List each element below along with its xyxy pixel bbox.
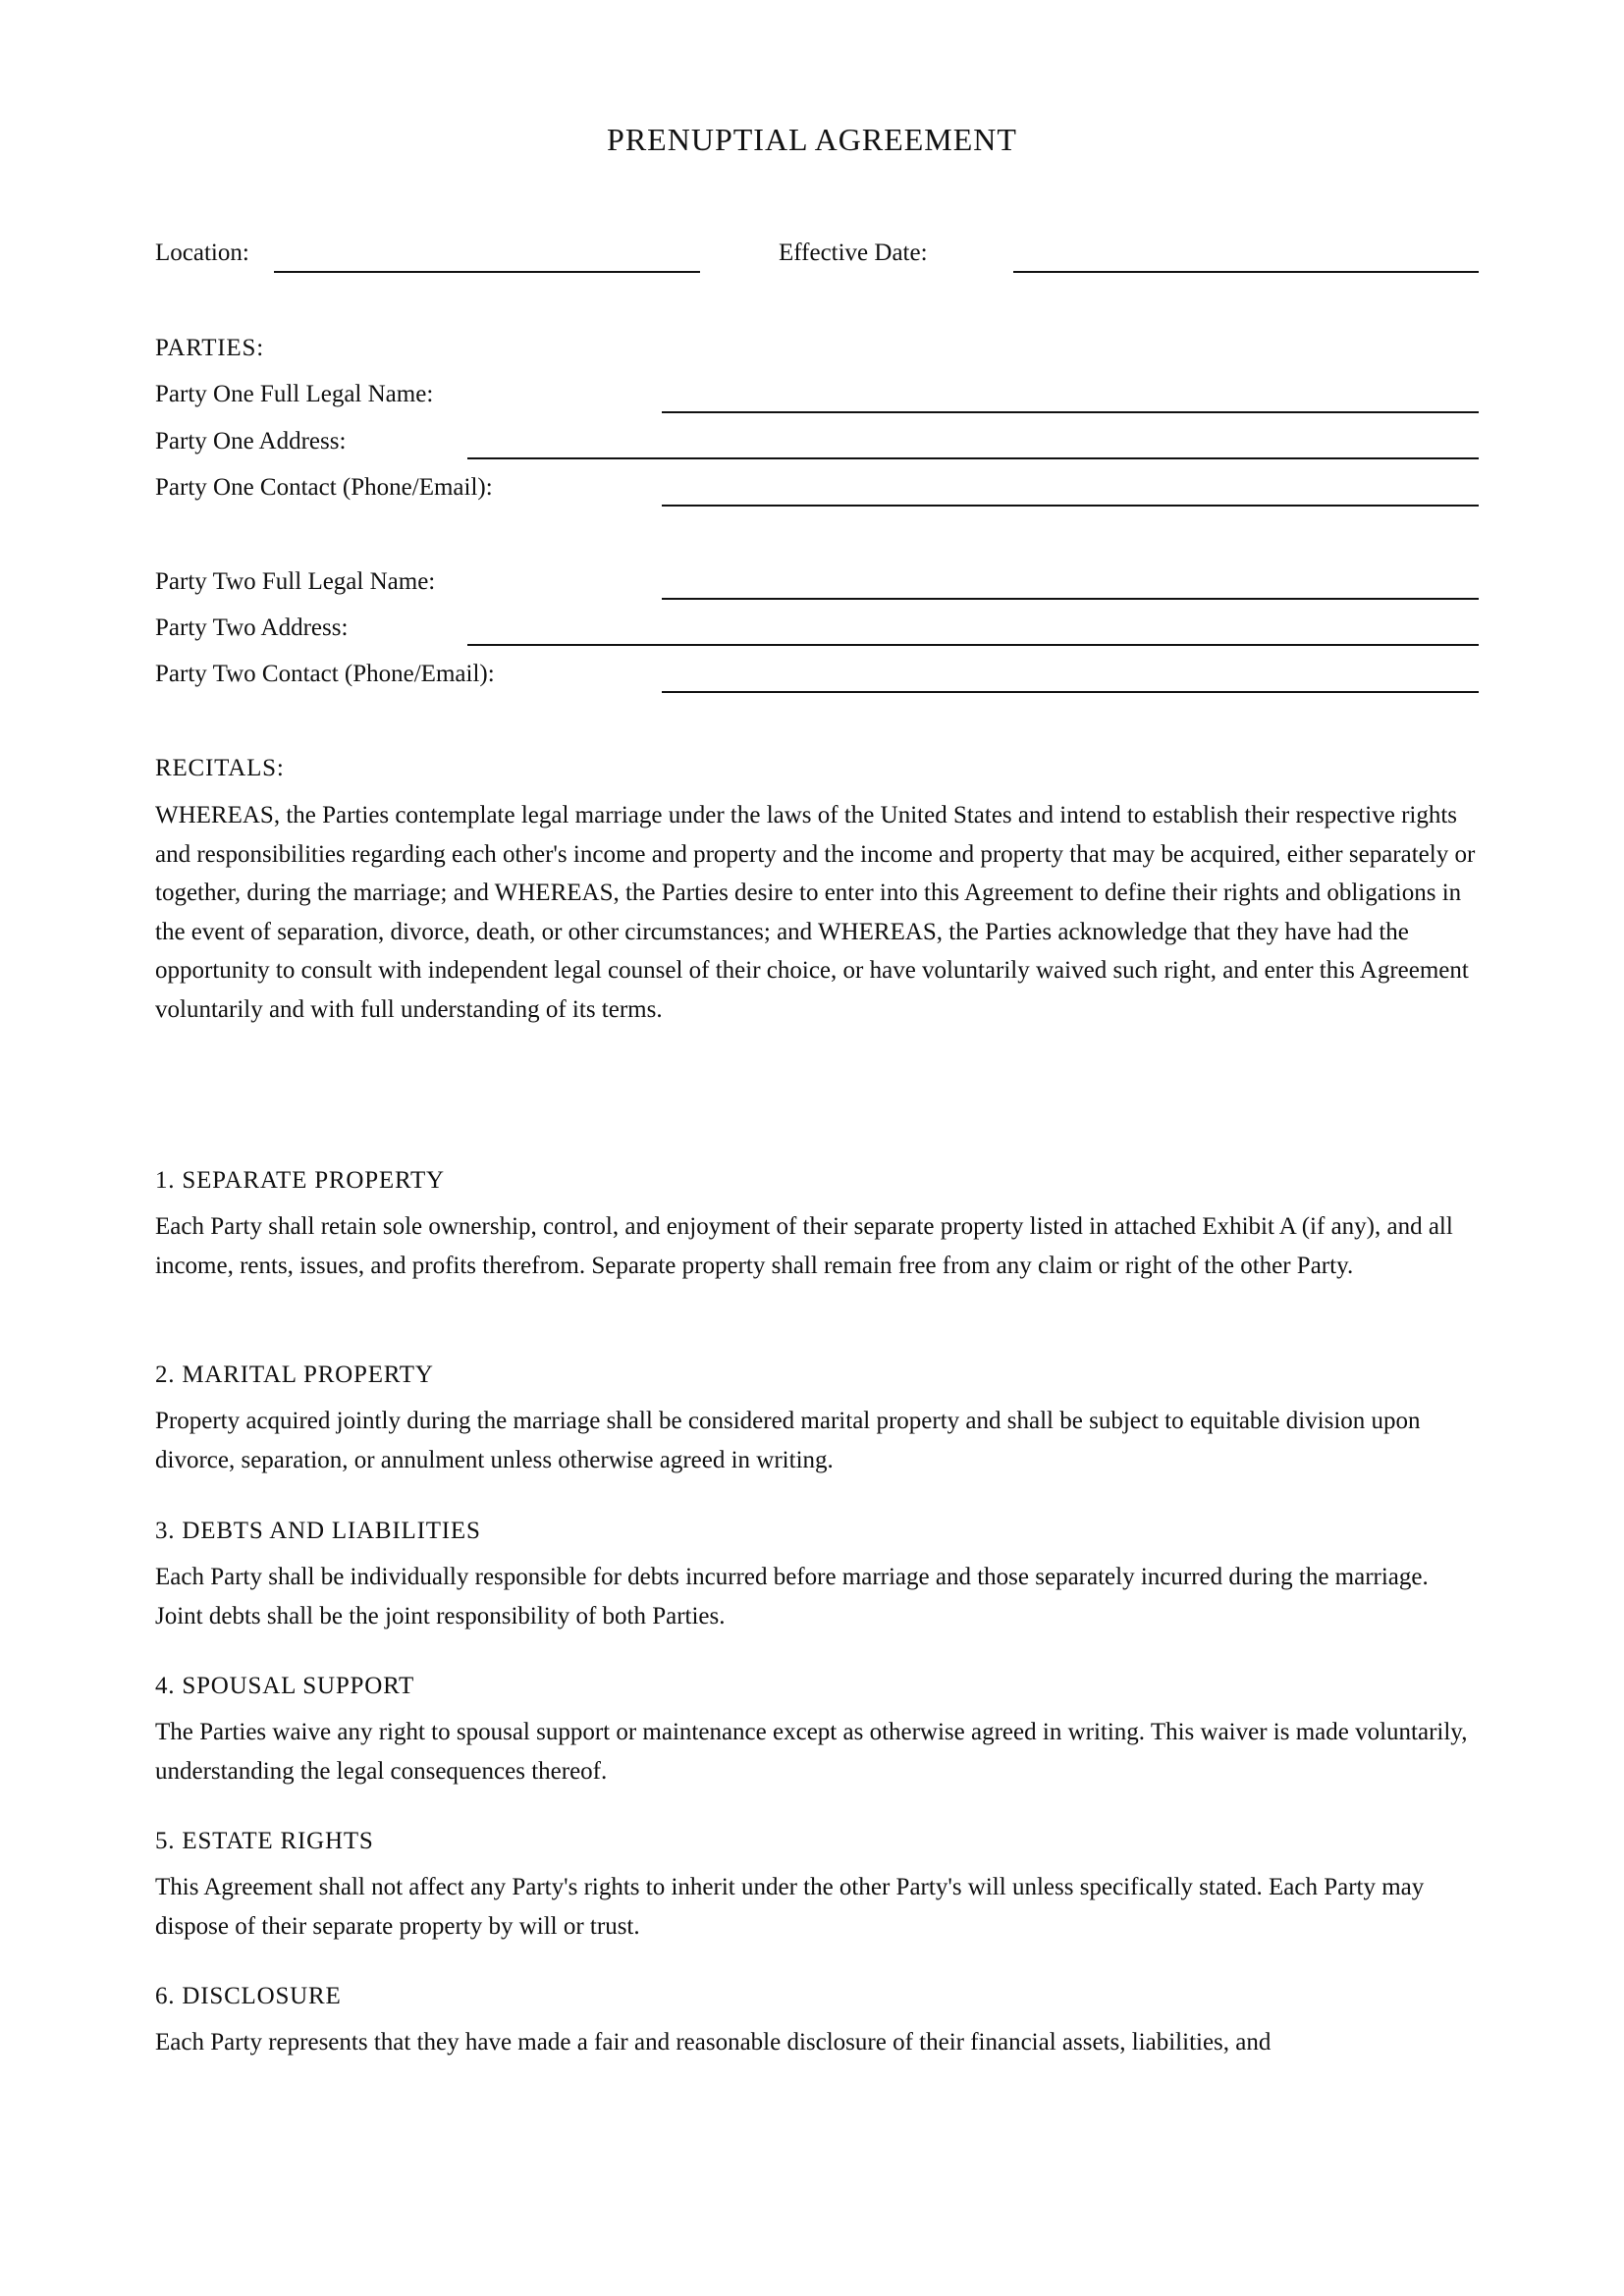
section-text-spousal-support: The Parties waive any right to spousal support or maintenance except as otherwise agreed in writing. This waiver is made voluntarily, understanding the legal consequences thereof. bbox=[155, 1719, 1468, 1785]
document-title: PRENUPTIAL AGREEMENT bbox=[607, 122, 1017, 157]
effective-date-label: Effective Date: bbox=[779, 240, 928, 266]
section-text-estate-rights: This Agreement shall not affect any Party's rights to inherit under the other Party's will unless specifically stated. Each Party may dispose of their separate property by will or trust. bbox=[155, 1874, 1425, 1940]
party-two-address-label: Party Two Address: bbox=[155, 614, 349, 641]
section-heading-estate-rights: 5. ESTATE RIGHTS bbox=[155, 1828, 374, 1854]
recitals-heading: RECITALS: bbox=[155, 755, 285, 781]
party-two-name-field[interactable] bbox=[662, 598, 1479, 600]
section-heading-debts: 3. DEBTS AND LIABILITIES bbox=[155, 1518, 481, 1544]
party-one-name-field[interactable] bbox=[662, 411, 1479, 413]
section-text-marital-property: Property acquired jointly during the marriage shall be considered marital property and shall be subject to equitable division upon divorce, separation, or annulment unless otherwise agreed in writing. bbox=[155, 1408, 1421, 1473]
section-heading-spousal-support: 4. SPOUSAL SUPPORT bbox=[155, 1673, 415, 1699]
section-heading-marital-property: 2. MARITAL PROPERTY bbox=[155, 1362, 434, 1388]
party-two-address-field[interactable] bbox=[467, 644, 1479, 646]
location-field[interactable] bbox=[274, 271, 700, 273]
section-heading-disclosure: 6. DISCLOSURE bbox=[155, 1983, 342, 2009]
party-one-contact-field[interactable] bbox=[662, 505, 1479, 507]
recitals-text: WHEREAS, the Parties contemplate legal marriage under the laws of the United States and intend to establish their respective rights and responsibilities regarding each other's income and property and the income and property that may be acquired, either separately or together, during the marriage; and WHEREAS, the Parties desire to enter into this Agreement to define their rights and obligations in the event of separation, divorce, death, or other circumstances; and WHEREAS, the Parties acknowledge that they have had the opportunity to consult with independent legal counsel of their choice, or have voluntarily waived such right, and enter this Agreement voluntarily and with full understanding of its terms. bbox=[155, 802, 1476, 1023]
party-one-name-label: Party One Full Legal Name: bbox=[155, 381, 434, 407]
section-text-disclosure: Each Party represents that they have made a fair and reasonable disclosure of their financial assets, liabilities, and bbox=[155, 2029, 1272, 2056]
party-one-address-field[interactable] bbox=[467, 457, 1479, 459]
party-one-contact-label: Party One Contact (Phone/Email): bbox=[155, 474, 493, 501]
party-one-address-label: Party One Address: bbox=[155, 428, 347, 454]
section-text-debts: Each Party shall be individually responsible for debts incurred before marriage and those separately incurred during the marriage. Joint debts shall be the joint responsibility of both Parties. bbox=[155, 1564, 1429, 1629]
party-two-name-label: Party Two Full Legal Name: bbox=[155, 568, 436, 595]
section-heading-separate-property: 1. SEPARATE PROPERTY bbox=[155, 1167, 445, 1194]
party-two-contact-label: Party Two Contact (Phone/Email): bbox=[155, 661, 495, 687]
section-text-separate-property: Each Party shall retain sole ownership, control, and enjoyment of their separate property listed in attached Exhibit A (if any), and all income, rents, issues, and profits therefrom. Separate property shall remain free from any claim or right of the other Party. bbox=[155, 1213, 1453, 1279]
party-two-contact-field[interactable] bbox=[662, 691, 1479, 693]
location-label: Location: bbox=[155, 240, 249, 266]
effective-date-field[interactable] bbox=[1013, 271, 1479, 273]
parties-heading: PARTIES: bbox=[155, 335, 264, 361]
